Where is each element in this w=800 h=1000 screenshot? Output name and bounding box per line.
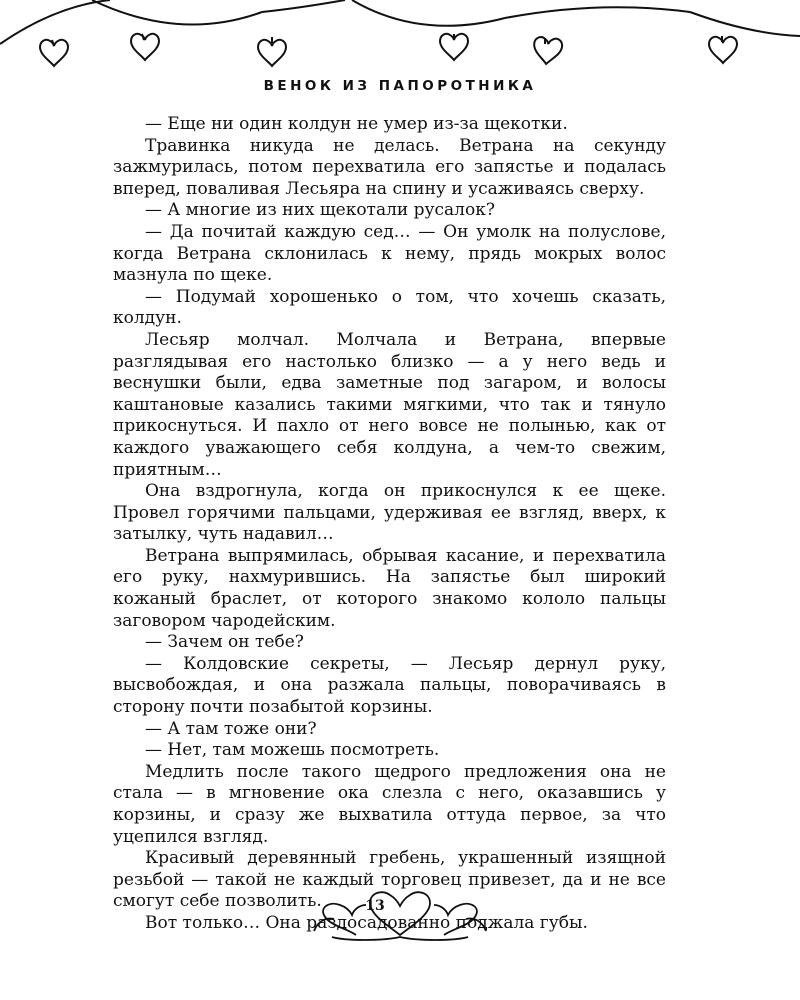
paragraph: Травинка никуда не делась. Ветрана на секунду зажмурилась, потом перехватила его запястье и подалась вперед, поваливая Лесьяра на спину и усаживаясь сверху. (113, 135, 666, 199)
paragraph: — Да почитай каждую сед… — Он умолк на полуслове, когда Ветрана склонилась к нему, прядь мокрых волос мазнула по щеке. (113, 221, 666, 286)
body-text (113, 114, 666, 935)
garland-heart (440, 34, 468, 60)
paragraph: Лесьяр молчал. Молчала и Ветрана, впервые разглядывая его настолько близко — а у него ведь и веснушки были, едва заметные под загаром, и волосы каштановые казались такими мягкими, что так и тянуло прикоснуться. И пахло от него вовсе не полынью, как от каждого уважающего себя колдуна, а чем-то свежим, приятным… (113, 329, 666, 480)
paragraph: — Подумай хорошенько о том, что хочешь сказать, колдун. (113, 286, 666, 329)
garland-heart (532, 36, 563, 65)
paragraph: Медлить после такого щедрого предложения она не стала — в мгновение ока слезла с него, оказавшись у корзины, и сразу же выхватила оттуда первое, за что уцепился взгляд. (113, 761, 666, 847)
paragraph: Вот только… Она раздосадованно поджала губы. (145, 912, 588, 933)
paragraph: — А многие из них щекотали русалок? (145, 200, 495, 221)
heart-garland-ornament (0, 0, 800, 80)
garland-heart (709, 37, 737, 63)
paragraph: — Нет, там можешь посмотреть. (145, 740, 440, 761)
paragraph: — Зачем он тебе? (145, 632, 304, 653)
paragraph: — Еще ни один колдун не умер из-за щекотки. (145, 114, 568, 134)
page-number: 13 (365, 898, 385, 914)
garland-heart (40, 40, 68, 66)
paragraph: — А там тоже они? (145, 718, 317, 739)
paragraph: — Колдовские секреты, — Лесьяр дернул руку, высвобождая, и она разжала пальцы, поворачиваясь в сторону почти позабытой корзины. (113, 653, 666, 718)
garland-heart (258, 40, 286, 66)
paragraph: Ветрана выпрямилась, обрывая касание, и перехватила его руку, нахмурившись. На запястье был широкий кожаный браслет, от которого знакомо кололо пальцы заговором чародейским. (113, 545, 666, 631)
running-head-title: ВЕНОК ИЗ ПАПОРОТНИКА (263, 78, 537, 94)
heart-cluster-ornament (312, 885, 488, 943)
garland-heart (131, 34, 159, 60)
paragraph: Она вздрогнула, когда он прикоснулся к ее щеке. Провел горячими пальцами, удерживая ее взгляд, вверх, к затылку, чуть надавил… (113, 481, 666, 545)
paragraph: Красивый деревянный гребень, украшенный изящной резьбой — такой не каждый торговец привезет, да и не все смогут себе позволить. (113, 848, 666, 912)
